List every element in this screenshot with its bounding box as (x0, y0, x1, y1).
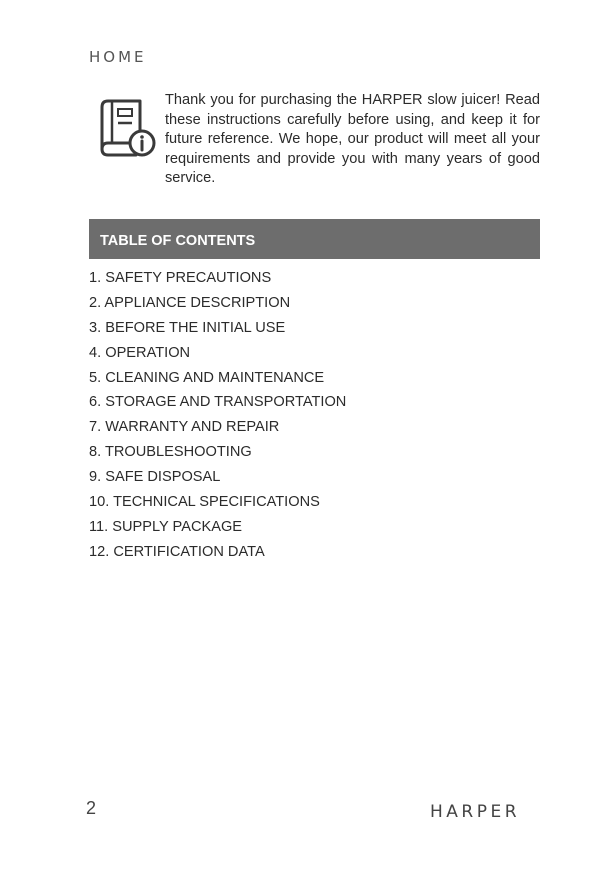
toc-item: 8. TROUBLESHOOTING (89, 444, 252, 461)
toc-item: 6. STORAGE AND TRANSPORTATION (89, 394, 347, 411)
toc-header (89, 219, 540, 259)
home-logo: HOME (89, 48, 147, 66)
intro-paragraph: Thank you for purchasing the HARPER slow juicer! Read these instructions carefully before using, and keep it for future reference. We hope, our product will meet all your requirements and provide you with many years of good service. (165, 92, 540, 186)
brand-logo: HARPER (430, 802, 521, 822)
toc-item: 12. CERTIFICATION DATA (89, 543, 265, 560)
toc-item: 1. SAFETY PRECAUTIONS (89, 270, 272, 286)
toc-item: 11. SUPPLY PACKAGE (89, 518, 243, 535)
toc-item: 7. WARRANTY AND REPAIR (89, 419, 280, 436)
toc-list (89, 269, 346, 568)
toc-item: 4. OPERATION (89, 344, 191, 361)
toc-item: 3. BEFORE THE INITIAL USE (89, 319, 286, 336)
page-number: 2 (86, 798, 97, 818)
manual-info-icon (96, 97, 158, 159)
toc-item: 9. SAFE DISPOSAL (89, 469, 221, 486)
toc-item: 5. CLEANING AND MAINTENANCE (89, 369, 325, 386)
toc-item: 10. TECHNICAL SPECIFICATIONS (89, 494, 320, 511)
toc-title: TABLE OF CONTENTS (100, 233, 256, 249)
toc-item: 2. APPLIANCE DESCRIPTION (89, 294, 291, 311)
